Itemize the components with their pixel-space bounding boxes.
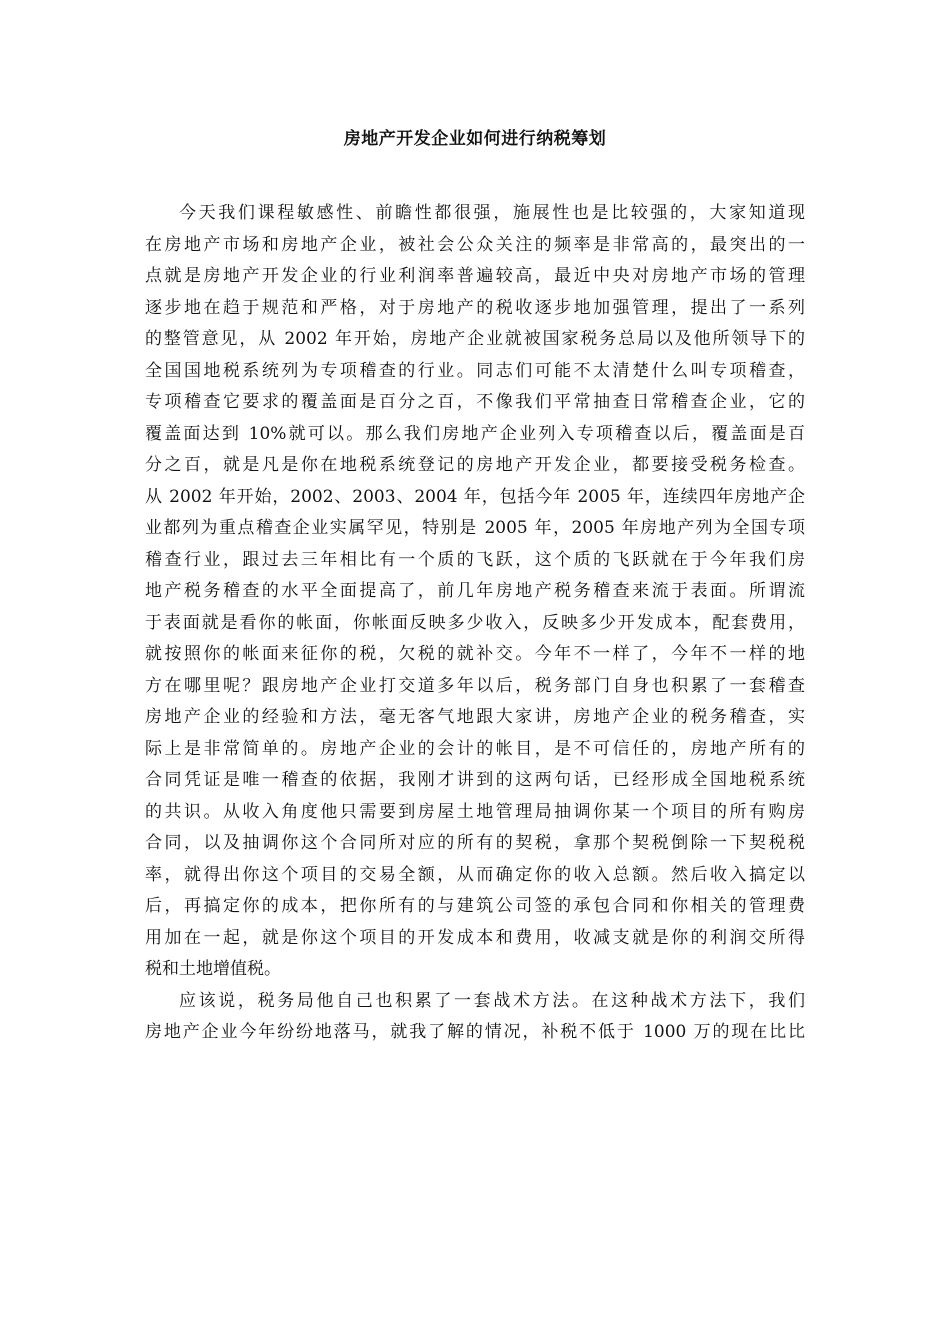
text-line: 税和土地增值税。: [145, 959, 281, 979]
text-line: 合同凭证是唯一稽查的依据，我刚才讲到的这两句话，已经形成全国地税系统: [145, 770, 805, 790]
text-line: 地产税务稽查的水平全面提高了，前几年房地产税务稽查来流于表面。所谓流: [145, 581, 805, 601]
text-line: 后，再搞定你的成本，把你所有的与建筑公司签的承包合同和你相关的管理费: [145, 896, 805, 916]
text-line: 应该说，税务局他自己也积累了一套战术方法。在这种战术方法下，我们: [179, 990, 805, 1011]
document-title: 房地产开发企业如何进行纳税筹划: [343, 129, 607, 149]
text-line: 业都列为重点稽查企业实属罕见，特别是 2005 年，2005 年房地产列为全国专项: [145, 518, 805, 538]
paragraph-1: [145, 198, 805, 986]
text-line: 用加在一起，就是你这个项目的开发成本和费用，收减支就是你的利润交所得: [145, 927, 805, 948]
text-line: 稽查行业，跟过去三年相比有一个质的飞跃，这个质的飞跃就在于今年我们房: [145, 549, 805, 570]
document-body: [145, 198, 805, 1049]
text-line: 的共识。从收入角度他只需要到房屋土地管理局抽调你某一个项目的所有购房: [145, 801, 805, 822]
text-line: 逐步地在趋于规范和严格，对于房地产的税收逐步地加强管理，提出了一系列: [145, 297, 805, 318]
text-line: 覆盖面达到 10%就可以。那么我们房地产企业列入专项稽查以后，覆盖面是百: [145, 423, 805, 444]
text-line: 合同，以及抽调你这个合同所对应的所有的契税，拿那个契税倒除一下契税税: [145, 833, 805, 853]
text-line: 际上是非常简单的。房地产企业的会计的帐目，是不可信任的，房地产所有的: [145, 738, 805, 759]
text-line: 在房地产市场和房地产企业，被社会公众关注的频率是非常高的，最突出的一: [145, 234, 805, 255]
text-line: 从 2002 年开始，2002、2003、2004 年，包括今年 2005 年，连续四年房地产企: [145, 486, 805, 507]
text-line: 今天我们课程敏感性、前瞻性都很强，施展性也是比较强的，大家知道现: [179, 203, 805, 223]
text-line: 房地产企业今年纷纷地落马，就我了解的情况，补税不低于 1000 万的现在比比: [145, 1022, 805, 1042]
text-line: 率，就得出你这个项目的交易全额，从而确定你的收入总额。然后收入搞定以: [145, 864, 805, 885]
text-line: 全国国地税系统列为专项稽查的行业。同志们可能不太清楚什么叫专项稽查，: [145, 360, 805, 381]
text-line: 专项稽查它要求的覆盖面是百分之百，不像我们平常抽查日常稽查企业，它的: [145, 392, 805, 412]
text-line: 的整管意见，从 2002 年开始，房地产企业就被国家税务总局以及他所领导下的: [145, 329, 805, 349]
text-line: 点就是房地产开发企业的行业利润率普遍较高，最近中央对房地产市场的管理: [145, 266, 805, 286]
text-line: 方在哪里呢？跟房地产企业打交道多年以后，税务部门自身也积累了一套稽查: [145, 675, 805, 696]
text-line: 于表面就是看你的帐面，你帐面反映多少收入，反映多少开发成本，配套费用，: [145, 612, 805, 633]
text-line: 分之百，就是凡是你在地税系统登记的房地产开发企业，都要接受税务检查。: [145, 455, 805, 475]
text-line: 就按照你的帐面来征你的税，欠税的就补交。今年不一样了，今年不一样的地: [145, 644, 805, 664]
text-line: 房地产企业的经验和方法，毫无客气地跟大家讲，房地产企业的税务稽查，实: [145, 707, 805, 727]
paragraph-2: [145, 986, 805, 1049]
